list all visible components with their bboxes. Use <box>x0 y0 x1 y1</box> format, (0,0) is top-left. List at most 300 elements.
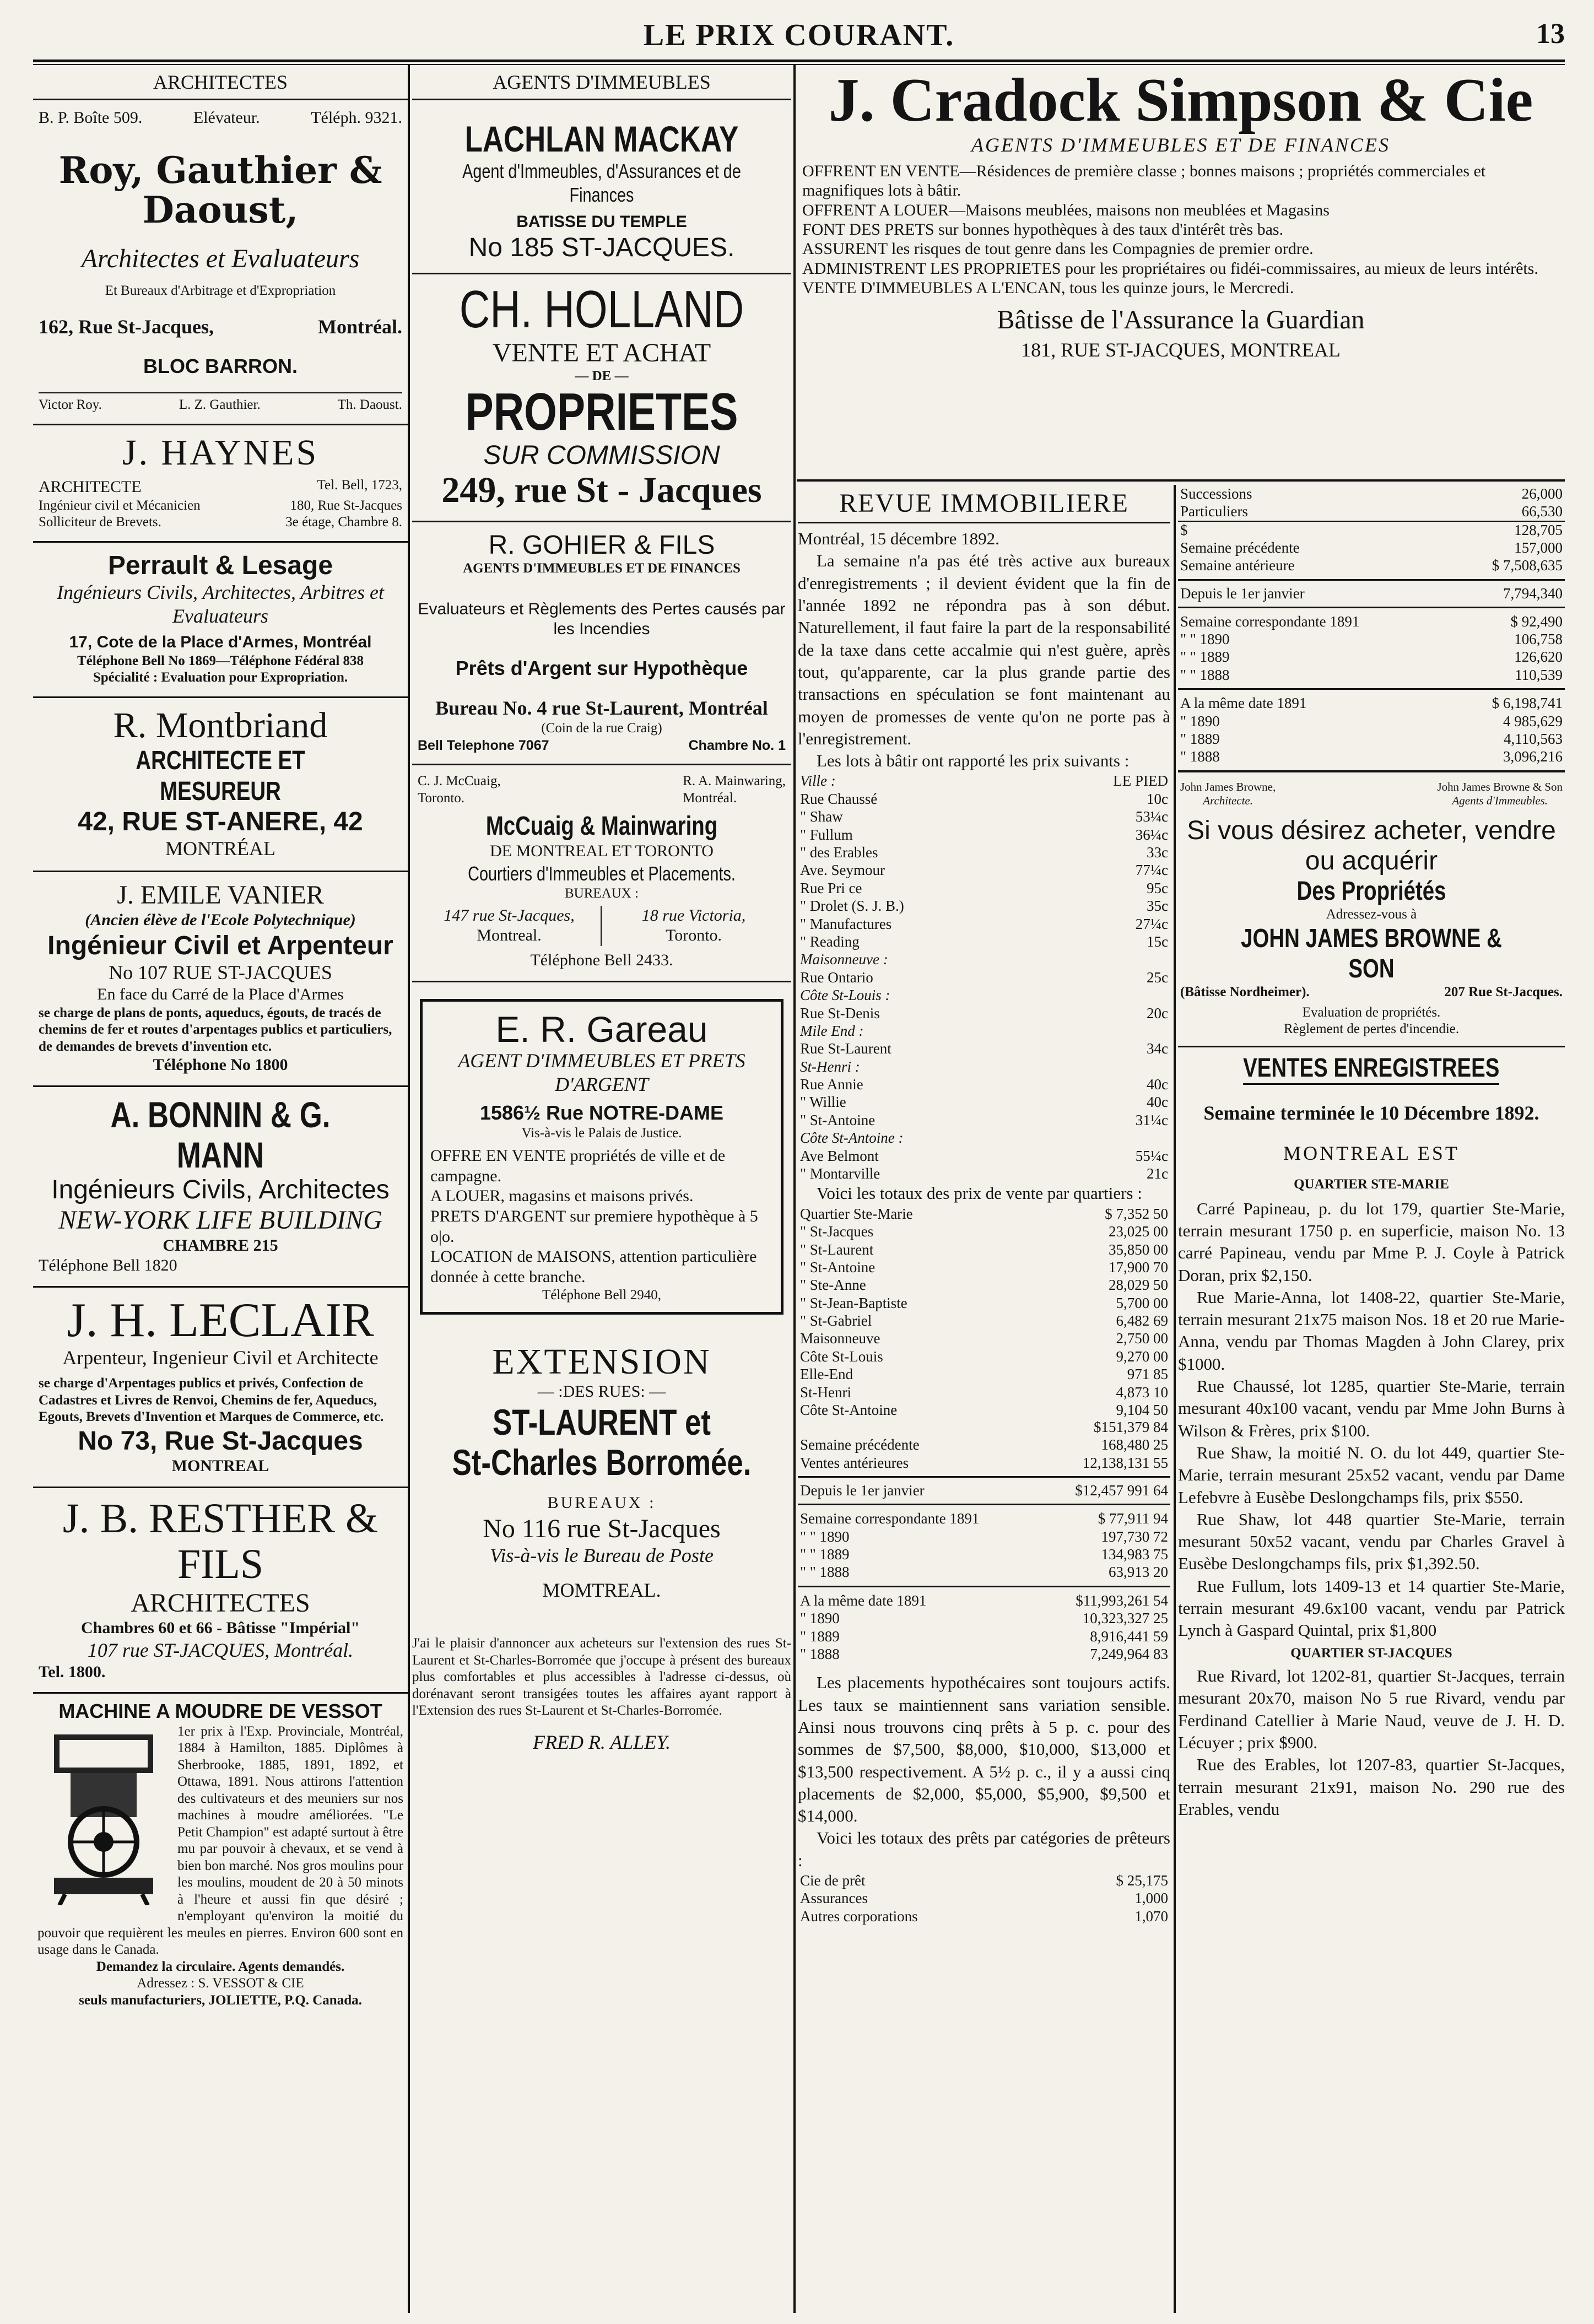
table-row <box>1178 712 1565 730</box>
grinding-machine-illustration <box>37 1723 170 1905</box>
row-value: 106,758 <box>1514 630 1563 647</box>
row-label: Rue Chaussé <box>800 790 878 807</box>
row-value: 197,730 72 <box>1101 1528 1168 1545</box>
sale-entry: Rue Chaussé, lot 1285, quartier Ste-Marie, terrain mesurant 40x100 vacant, vendu par Mme John Burns à Wilson & Frères, prix $100. <box>1178 1376 1565 1440</box>
row-value: 40c <box>1147 1094 1168 1111</box>
stats-table <box>1178 485 1565 521</box>
row-label: " " 1889 <box>800 1545 850 1563</box>
ad-address-label: Adressez-vous à <box>1326 907 1417 922</box>
firm-corner: (Coin de la rue Craig) <box>541 721 662 736</box>
table-row <box>1178 730 1565 748</box>
firm-location: DE MONTREAL ET TORONTO <box>490 842 714 861</box>
firm-location: Vis-à-vis le Palais de Justice. <box>521 1125 682 1141</box>
firm-address: No 185 ST-JACQUES. <box>468 233 735 262</box>
row-label: " 1889 <box>1180 730 1220 747</box>
firm-service: VENTE ET ACHAT <box>492 338 711 367</box>
firm-building: NEW-YORK LIFE BUILDING <box>58 1206 382 1235</box>
ad-address: Adressez : S. VESSOT & CIE <box>137 1976 304 1991</box>
row-value: 8,916,441 59 <box>1090 1628 1168 1645</box>
row-label: " Shaw <box>800 808 843 825</box>
firm-subtitle: AGENTS D'IMMEUBLES ET DE FINANCES <box>971 133 1390 156</box>
phone: Tel. Bell, 1723, <box>317 478 402 493</box>
column-architectes <box>33 65 408 2313</box>
table-row <box>798 1365 1170 1383</box>
row-value: 34c <box>1147 1040 1168 1057</box>
firm-name: Roy, Gauthier & Daoust, <box>58 148 382 232</box>
row-label: " St-Antoine <box>800 1258 876 1276</box>
street-name: St-Charles Borromée. <box>452 1441 752 1483</box>
row-value: 9,270 00 <box>1116 1348 1168 1365</box>
row-value: 5,700 00 <box>1116 1294 1168 1311</box>
table-header-cell: LE PIED <box>1113 772 1168 790</box>
table-row <box>798 1454 1170 1472</box>
table-row <box>798 1058 1170 1075</box>
table-row <box>1178 502 1565 520</box>
service-line: ASSURENT les risques de tout genre dans les Compagnies de premier ordre. <box>802 240 1314 258</box>
firm-address: No 107 RUE ST-JACQUES <box>109 961 332 984</box>
firm-city: Montréal. <box>318 315 402 338</box>
table-row <box>798 1907 1170 1925</box>
table-row <box>798 1628 1170 1645</box>
sale-entry: Rue Rivard, lot 1202-81, quartier St-Jacques, terrain mesurant 20x70, maison No 5 rue Rivard, vendu par Ferdinand Catellier à Marie Naud, veuve de J. H. D. Lécuyer ; prix $900. <box>1178 1666 1565 1753</box>
row-value: 26,000 <box>1521 485 1563 502</box>
table-row <box>798 897 1170 915</box>
ad-circular: Demandez la circulaire. Agents demandés. <box>96 1959 345 1974</box>
table-row <box>798 1592 1170 1609</box>
firm-address: 180, Rue St-Jacques <box>290 498 402 513</box>
review-paragraph: Les placements hypothécaires sont toujours actifs. Les taux se maintiennent sans variation sensible. Ainsi nous trouvons cinq prêts à 5 p. c. pour des sommes de $7,500, $8,000, $10,000, $13,000 et $13,500 respectivement. A 5½ p. c., il y a aussi cinq placements de $2,000, $5,000, $5,900, $9,500 et $14,000. <box>798 1673 1170 1826</box>
row-label: " St-Laurent <box>800 1241 874 1258</box>
table-row <box>798 1165 1170 1182</box>
partner: Th. Daoust. <box>337 397 402 413</box>
stat-label: Depuis le 1er janvier <box>1180 585 1305 602</box>
table-row <box>798 986 1170 1004</box>
firm-description: se charge d'Arpentages publics et privés, Confection de Cadastres et Livres de Renvoi, Chemins de fer, Aqueducs, Egouts, Brevets d'Invention et Marques de Commerce, etc. <box>39 1376 384 1425</box>
row-value: 6,482 69 <box>1116 1312 1168 1329</box>
row-value: 168,480 25 <box>1101 1436 1168 1453</box>
row-label: " 1890 <box>1180 712 1220 729</box>
row-label: A la même date 1891 <box>800 1592 927 1609</box>
row-value: 28,029 50 <box>1109 1277 1168 1294</box>
partner-role: Agents d'Immeubles. <box>1452 793 1548 807</box>
row-label: Ventes antérieures <box>800 1454 909 1471</box>
row-value: 40c <box>1147 1076 1168 1093</box>
firm-address: 42, RUE ST-ANERE, 42 <box>78 807 363 836</box>
firm-name: JOHN JAMES BROWNE & SON <box>1241 923 1502 983</box>
firm-subtitle: Agent d'Immeubles, d'Assurances et de Finances <box>462 159 741 206</box>
table-row <box>798 1111 1170 1129</box>
row-label: Particuliers <box>1180 503 1248 520</box>
partner-city: Toronto. <box>418 790 465 806</box>
row-value: 12,138,131 55 <box>1082 1454 1168 1471</box>
row-label: Autres corporations <box>800 1907 918 1925</box>
page-number: 13 <box>1536 18 1565 50</box>
table-row <box>798 1223 1170 1240</box>
firm-services <box>802 161 1559 298</box>
street-name: ST-LAURENT et <box>493 1402 711 1442</box>
row-label: " 1888 <box>1180 748 1220 765</box>
table-row <box>1178 648 1565 666</box>
row-value <box>1039 1022 1170 1040</box>
firm-name: R. Montbriand <box>113 705 328 745</box>
row-label: " Drolet (S. J. B.) <box>800 898 904 915</box>
firm-subtitle: (Ancien élève de l'Ecole Polytechnique) <box>85 911 356 929</box>
firm-address: 17, Cote de la Place d'Armes, Montréal <box>69 633 372 652</box>
stats-table <box>1178 694 1565 766</box>
table-row <box>798 1510 1170 1527</box>
speciality: Spécialité : Evaluation pour Expropriation. <box>93 670 348 685</box>
row-label: " St-Antoine <box>800 1111 876 1128</box>
table-row <box>1178 556 1565 574</box>
row-label: Maisonneuve <box>800 1330 880 1347</box>
row-label: Elle-End <box>800 1366 853 1383</box>
firm-name: J. HAYNES <box>122 432 319 473</box>
table-row <box>1178 485 1565 502</box>
ad-cradock-simpson <box>797 68 1565 482</box>
row-label: Maisonneuve : <box>800 951 888 968</box>
row-label: " St-Gabriel <box>800 1312 872 1329</box>
stats-table <box>798 1436 1170 1472</box>
table-row <box>798 808 1170 825</box>
row-label: " Willie <box>800 1094 846 1111</box>
row-label: Rue St-Denis <box>800 1004 880 1022</box>
ad-title: MACHINE A MOUDRE DE VESSOT <box>58 1700 382 1723</box>
ad-line: ou acquérir <box>1305 846 1438 875</box>
firm-room: Chambres 60 et 66 - Bâtisse "Impérial" <box>80 1619 360 1637</box>
total-value: $151,379 84 <box>1094 1419 1168 1436</box>
row-label: " " 1890 <box>1180 630 1230 647</box>
firm-role: ARCHITECTES <box>131 1588 310 1618</box>
firm-city: MONTRÉAL <box>165 837 275 860</box>
row-value: $ 25,175 <box>1116 1872 1168 1889</box>
phone: Téléphone Bell 2433. <box>530 950 673 969</box>
firm-role: Ingénieurs Civils, Architectes <box>51 1175 390 1205</box>
office-address: 147 rue St-Jacques, <box>444 906 575 925</box>
phone: Téléph. 9321. <box>311 109 402 127</box>
row-label: " des Erables <box>800 844 878 861</box>
service-line: OFFRENT A LOUER—Maisons meublées, maisons non meublées et Magasins <box>802 201 1330 219</box>
column-divider <box>408 65 410 2313</box>
table-row <box>1178 694 1565 712</box>
ad-lachlan-mackay <box>412 100 791 274</box>
table-row <box>798 1312 1170 1329</box>
row-value: 2,750 00 <box>1116 1330 1168 1347</box>
row-value: 63,913 20 <box>1109 1564 1168 1581</box>
firm-role: Ingénieur civil et Mécanicien <box>39 498 201 513</box>
ad-bonnin-mann <box>33 1087 408 1288</box>
row-label: " Reading <box>800 933 860 950</box>
row-value: 31¼c <box>1135 1111 1168 1128</box>
row-label: Semaine précédente <box>1180 539 1300 556</box>
table-header-row <box>798 772 1170 790</box>
firm-address: 3e étage, Chambre 8. <box>285 515 402 530</box>
service-line: FONT DES PRETS sur bonnes hypothèques à des taux d'intérêt très bas. <box>802 220 1284 239</box>
row-value: 20c <box>1147 1004 1168 1022</box>
firm-name: A. BONNIN & G. MANN <box>110 1094 331 1175</box>
ad-line: Si vous désirez acheter, vendre <box>1187 815 1556 845</box>
service-line: ADMINISTRENT LES PROPRIETES pour les propriétaires ou fidéi-commissaires, au mieux de leurs intérêts. <box>802 259 1538 278</box>
row-label: A la même date 1891 <box>1180 695 1307 712</box>
row-label: Rue St-Laurent <box>800 1040 891 1057</box>
table-row <box>1178 630 1565 648</box>
firm-name: R. GOHIER & FILS <box>488 531 715 560</box>
row-value: 36¼c <box>1135 826 1168 843</box>
row-value: $ 6,198,741 <box>1492 695 1563 712</box>
bloc-name: BLOC BARRON. <box>143 354 298 377</box>
section-heading: ARCHITECTES <box>153 71 288 93</box>
table-row <box>798 1040 1170 1057</box>
table-row <box>798 1276 1170 1294</box>
row-value <box>1039 1129 1170 1147</box>
phone: Bell Telephone 7067 <box>418 737 549 753</box>
ad-manufacturer: seuls manufacturiers, JOLIETTE, P.Q. Canada. <box>79 1992 362 2008</box>
row-value: 55¼c <box>1135 1147 1168 1164</box>
row-label: Semaine précédente <box>800 1436 920 1453</box>
ad-haynes <box>33 425 408 543</box>
row-value: 35,850 00 <box>1109 1241 1168 1258</box>
stat-label: Depuis le 1er janvier <box>800 1482 925 1499</box>
row-value: $ 7,352 50 <box>1105 1205 1168 1222</box>
sale-entry: Rue Shaw, la moitié N. O. du lot 449, quartier Ste-Marie, terrain mesurant 25x52 vacant, vendu par Dame Lefebvre à Eusèbe Deslongchamps fils, prix $550. <box>1178 1442 1565 1507</box>
stats-table <box>1178 539 1565 575</box>
row-value: 1,070 <box>1134 1907 1168 1925</box>
row-label: Assurances <box>800 1890 868 1907</box>
firm-role: Ingénieur Civil et Arpenteur <box>47 931 393 960</box>
row-value: 157,000 <box>1514 539 1563 556</box>
week-ending: Semaine terminée le 10 Décembre 1892. <box>1203 1101 1539 1124</box>
row-label: " " 1889 <box>1180 648 1230 666</box>
ward-heading: QUARTIER STE-MARIE <box>1294 1177 1449 1192</box>
table-row <box>798 861 1170 879</box>
row-label: Semaine antérieure <box>1180 557 1295 574</box>
ad-resther <box>33 1488 408 1694</box>
firm-building: BATISSE DU TEMPLE <box>516 213 687 231</box>
office-city: Toronto. <box>665 926 722 945</box>
partner-city: Montréal. <box>683 790 737 806</box>
table-row <box>798 1258 1170 1276</box>
table-row <box>798 790 1170 808</box>
row-value: 4,873 10 <box>1116 1383 1168 1401</box>
firm-name: McCuaig & Mainwaring <box>485 812 718 841</box>
table-row <box>798 1545 1170 1563</box>
table-row <box>1178 613 1565 630</box>
service-line: OFFRENT EN VENTE—Résidences de première classe ; bonnes maisons ; propriétés commerciales et magnifiques lots à bâtir. <box>802 161 1486 200</box>
row-label: St-Henri <box>800 1383 851 1401</box>
bureaux-label: BUREAUX : <box>547 1494 656 1512</box>
firm-description: se charge de plans de ponts, aqueducs, égouts, de tracés de chemins de fer et routes d'arpentages publics et particuliers, de demandes de brevets d'invention etc. <box>39 1005 392 1054</box>
row-value: 9,104 50 <box>1116 1402 1168 1419</box>
firm-role: Courtiers d'Immeubles et Placements. <box>468 862 736 885</box>
firm-service: Evaluation de propriétés. <box>1302 1004 1441 1020</box>
stats-table <box>1178 613 1565 684</box>
firm-role: ARCHITECTE <box>39 478 142 496</box>
phone: Téléphone Bell 1820 <box>39 1256 177 1275</box>
partner-role: Architecte. <box>1203 793 1253 807</box>
row-value: 15c <box>1147 933 1168 950</box>
row-label: " 1889 <box>800 1628 840 1645</box>
ad-gareau <box>420 999 784 1315</box>
row-label: " St-Jacques <box>800 1223 874 1240</box>
row-value: 4,110,563 <box>1504 730 1563 747</box>
row-label: Mile End : <box>800 1022 864 1039</box>
table-row <box>798 1241 1170 1258</box>
ad-montbriand <box>33 698 408 872</box>
corr-table <box>798 1510 1170 1581</box>
row-label: Côte St-Louis : <box>800 987 890 1004</box>
table-row <box>798 933 1170 950</box>
table-row <box>798 950 1170 968</box>
column-ventes <box>1178 485 1565 2313</box>
table-row <box>798 844 1170 861</box>
row-label: Rue Annie <box>800 1076 863 1093</box>
firm-name: J. B. RESTHER & FILS <box>62 1495 379 1588</box>
table-header-cell: Ville : <box>800 772 836 790</box>
ad-john-james-browne <box>1178 777 1565 1047</box>
column-divider <box>793 65 796 2313</box>
table-row <box>798 1609 1170 1627</box>
meme-table <box>798 1592 1170 1663</box>
table-row <box>798 1436 1170 1453</box>
row-value: 1,000 <box>1134 1890 1168 1907</box>
bureaux-label: BUREAUX : <box>564 886 639 901</box>
row-label: Côte St-Louis <box>800 1348 883 1365</box>
firm-service: Prêts d'Argent sur Hypothèque <box>455 656 748 679</box>
review-paragraph: Les lots à bâtir ont rapporté les prix suivants : <box>817 751 1130 771</box>
sale-entry: Carré Papineau, p. du lot 179, quartier Ste-Marie, terrain mesurant 1750 p. en superficie, maison No. 13 carré Papineau, vendu par Mme P. J. Coyle à Patrick Doran, prix $2,150. <box>1178 1198 1565 1285</box>
table-row <box>798 969 1170 986</box>
row-value <box>1039 950 1170 968</box>
ad-signature: FRED R. ALLEY. <box>532 1731 671 1753</box>
phone: Téléphone No 1800 <box>153 1056 288 1074</box>
table-row <box>798 1645 1170 1663</box>
firm-address: 162, Rue St-Jacques, <box>39 315 214 338</box>
firm-role: Solliciteur de Brevets. <box>39 515 161 530</box>
row-label: Semaine correspondante 1891 <box>800 1510 980 1527</box>
row-label: Ave. Seymour <box>800 862 885 879</box>
row-value: 95c <box>1147 879 1168 896</box>
connector-text: — DE — <box>575 368 629 383</box>
row-label: " " 1890 <box>800 1528 850 1545</box>
row-value: 110,539 <box>1515 666 1563 683</box>
firm-name: E. R. Gareau <box>495 1008 708 1050</box>
firm-name: J. Cradock Simpson & Cie <box>828 66 1533 134</box>
row-value: $ 7,508,635 <box>1492 557 1563 574</box>
section-title: REVUE IMMOBILIERE <box>798 485 1170 523</box>
firm-subtitle: Architectes et Evaluateurs <box>81 244 360 273</box>
district-heading: MONTREAL EST <box>1283 1142 1460 1164</box>
header-rule <box>33 60 1565 62</box>
quartiers-table <box>798 1205 1170 1419</box>
firm-building: (Bâtisse Nordheimer). <box>1180 985 1310 1000</box>
firm-service: Règlement de pertes d'incendie. <box>1283 1022 1460 1037</box>
ad-perrault-lesage <box>33 543 408 698</box>
page-header <box>33 18 1565 56</box>
row-value: 66,530 <box>1521 503 1563 520</box>
row-value: 33c <box>1147 844 1168 861</box>
firm-address: 107 rue ST-JACQUES, Montréal. <box>87 1639 354 1661</box>
row-value <box>1039 986 1170 1004</box>
firm-city: MONTREAL <box>171 1457 269 1476</box>
firm-room: CHAMBRE 215 <box>163 1236 278 1255</box>
column-divider <box>1174 485 1176 2313</box>
firm-building: Bâtisse de l'Assurance la Guardian <box>997 305 1365 334</box>
service-line: VENTE D'IMMEUBLES A L'ENCAN, tous les quinze jours, le Mercredi. <box>802 279 1294 298</box>
row-label: " 1890 <box>800 1610 840 1627</box>
prets-table <box>798 1872 1170 1925</box>
firm-address: 1586½ Rue NOTRE-DAME <box>479 1101 724 1125</box>
office-city: MOMTREAL. <box>542 1579 661 1602</box>
partner: C. J. McCuaig, <box>418 774 501 789</box>
firm-headline: PROPRIETES <box>465 382 738 442</box>
ad-headline: Des Propriétés <box>1296 877 1446 906</box>
row-label: Successions <box>1180 485 1252 502</box>
table-row <box>798 1383 1170 1401</box>
table-row <box>798 1348 1170 1365</box>
firm-subtitle: AGENTS D'IMMEUBLES ET DE FINANCES <box>463 561 741 576</box>
firm-name: Perrault & Lesage <box>107 550 333 580</box>
table-row <box>798 1294 1170 1312</box>
sale-entry: Rue des Erables, lot 1207-83, quartier St-Jacques, terrain mesurant 21x91, maison No. 290 rue des Erables, vendu <box>1178 1755 1565 1819</box>
column-revue <box>798 485 1170 2313</box>
table-row <box>798 1872 1170 1889</box>
row-value: 4 985,629 <box>1503 712 1563 729</box>
firm-room: Chambre No. 1 <box>688 737 786 753</box>
firm-bureaux: Et Bureaux d'Arbitrage et d'Expropriation <box>105 283 336 299</box>
review-paragraph: La semaine n'a pas été très active aux bureaux d'enregistrements ; il devient évident que la fin de l'année 1892 ne répondra pas à son début. Naturellement, il faut faire la part de la responsabilité de la taxe dans cette accalmie qui n'est guère, après tout, qu'apparente, car la plus grande partie des transactions en spéculation se font maintenant au moyen de promesses de vente qu'on ne porte pas à l'enregistrement. <box>798 551 1170 748</box>
firm-subtitle: AGENT D'IMMEUBLES ET PRETS D'ARGENT <box>458 1050 745 1096</box>
table-row <box>798 879 1170 897</box>
row-value: $ 92,490 <box>1510 613 1563 630</box>
row-label: " Fullum <box>800 826 853 843</box>
row-value: 23,025 00 <box>1109 1223 1168 1240</box>
partner: John James Browne, <box>1180 780 1276 793</box>
ad-body: J'ai le plaisir d'annoncer aux acheteurs sur l'extension des rues St-Laurent et St-Charles-Borromée que j'occupe à présent des bureaux plus comfortables et plus accessibles à l'adresse ci-dessus, où dorénavant seront transigées toutes les affaires ayant rapport à l'Extension des rues St-Laurent et St-Charles-Borromée. <box>412 1636 791 1718</box>
row-label: " 1888 <box>800 1645 840 1662</box>
table-row <box>798 1093 1170 1111</box>
partner: R. A. Mainwaring, <box>683 774 786 789</box>
table-row <box>798 915 1170 933</box>
firm-role: ARCHITECTE ET MESUREUR <box>136 746 305 806</box>
ad-vanier <box>33 872 408 1087</box>
table-row <box>798 1147 1170 1165</box>
row-label: Semaine correspondante 1891 <box>1180 613 1360 630</box>
stat-label: $ <box>1180 521 1188 538</box>
row-value: 21c <box>1147 1165 1168 1182</box>
po-box: B. P. Boîte 509. <box>39 109 143 127</box>
newspaper-title: LE PRIX COURANT. <box>643 18 955 52</box>
stat-value: 128,705 <box>1514 521 1563 538</box>
review-paragraph: Voici les totaux des prêts par catégories de prêteurs : <box>798 1828 1170 1870</box>
row-value: 126,620 <box>1514 648 1563 666</box>
row-label: " " 1888 <box>1180 666 1230 683</box>
firm-address: 249, rue St - Jacques <box>441 470 762 511</box>
stat-value: 7,794,340 <box>1503 585 1563 602</box>
firm-address: Bureau No. 4 rue St-Laurent, Montréal <box>435 697 768 720</box>
firm-location: En face du Carré de la Place d'Armes <box>97 985 344 1004</box>
phone: Tel. 1800. <box>39 1662 106 1681</box>
table-row <box>798 1401 1170 1419</box>
row-label: Ave Belmont <box>800 1147 879 1164</box>
table-row <box>798 1563 1170 1581</box>
sale-entry: Rue Shaw, lot 448 quartier Ste-Marie, terrain mesurant 50x52 vacant, vendu par Charles Gravel à Eusèbe Deslongchamps fils, prix $1,392.50. <box>1178 1509 1565 1574</box>
phone: Téléphone Bell No 1869—Téléphone Fédéral 838 <box>77 653 364 668</box>
sale-entry: Rue Fullum, lots 1409-13 et 14 quartier Ste-Marie, terrain mesurant 49.6x100 vacant, vendu par Patrick Lynch à Gaspard Quintal, prix $1,800 <box>1178 1576 1565 1640</box>
row-label: Rue Ontario <box>800 969 873 986</box>
row-label: " Manufactures <box>800 915 892 932</box>
firm-subtitle: SUR COMMISSION <box>483 441 720 471</box>
section-heading: AGENTS D'IMMEUBLES <box>493 71 711 93</box>
row-value: 971 85 <box>1127 1366 1168 1383</box>
